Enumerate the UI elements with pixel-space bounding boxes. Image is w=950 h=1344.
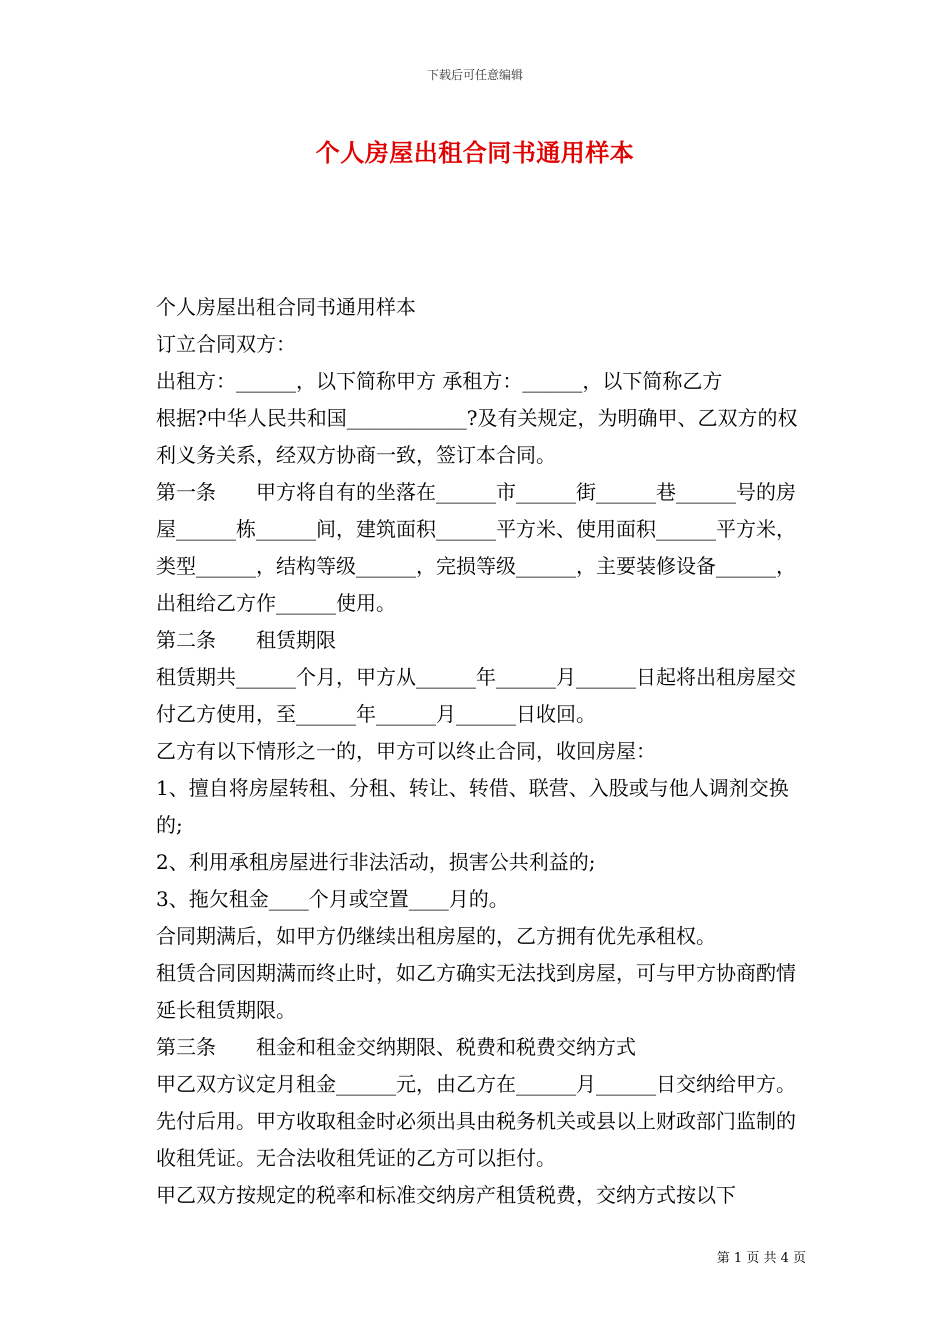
- section-heading: 第三条 租金和租金交纳期限、税费和税费交纳方式: [156, 1035, 636, 1059]
- paragraph: 出租方：______，以下简称甲方 承租方：______，以下简称乙方: [156, 369, 723, 393]
- paragraph: 租赁期共______个月，甲方从______年______月______日起将出租房屋交付乙方使用，至______年______月______日收回。: [156, 665, 796, 726]
- paragraph: 乙方有以下情形之一的，甲方可以终止合同，收回房屋：: [156, 739, 656, 763]
- page-number: 第 1 页 共 4 页: [716, 1251, 806, 1266]
- paragraph: 个人房屋出租合同书通用样本: [156, 295, 416, 319]
- document-body: [146, 289, 808, 1214]
- paragraph: 根据?中华人民共和国____________?及有关规定，为明确甲、乙双方的权利义务关系，经双方协商一致，签订本合同。: [156, 406, 798, 467]
- paragraph: 订立合同双方：: [156, 332, 296, 356]
- section-heading: 第二条 租赁期限: [156, 628, 336, 652]
- list-item: 2、利用承租房屋进行非法活动，损害公共利益的;: [156, 850, 596, 874]
- paragraph: 甲乙双方按规定的税率和标准交纳房产租赁税费，交纳方式按以下: [156, 1183, 736, 1207]
- paragraph: 租赁合同因期满而终止时，如乙方确实无法找到房屋，可与甲方协商酌情延长租赁期限。: [156, 961, 796, 1022]
- paragraph: 合同期满后，如甲方仍继续出租房屋的，乙方拥有优先承租权。: [156, 924, 716, 948]
- paragraph: 第一条 甲方将自有的坐落在______市______街______巷______号的房屋______栋______间，建筑面积______平方米、使用面积______平方米，类型______，结构等级______，完损等级______，主要装修设备______，出租给乙方作______使用。: [156, 480, 796, 615]
- list-item: 1、擅自将房屋转租、分租、转让、转借、联营、入股或与他人调剂交换的;: [156, 776, 789, 837]
- paragraph: 甲乙双方议定月租金______元，由乙方在______月______日交纳给甲方。先付后用。甲方收取租金时必须出具由税务机关或县以上财政部门监制的收租凭证。无合法收租凭证的乙方可以拒付。: [156, 1072, 796, 1170]
- header-note: 下载后可任意编辑: [426, 68, 523, 82]
- document-title: 个人房屋出租合同书通用样本: [315, 138, 635, 167]
- list-item: 3、拖欠租金____个月或空置____月的。: [156, 887, 509, 911]
